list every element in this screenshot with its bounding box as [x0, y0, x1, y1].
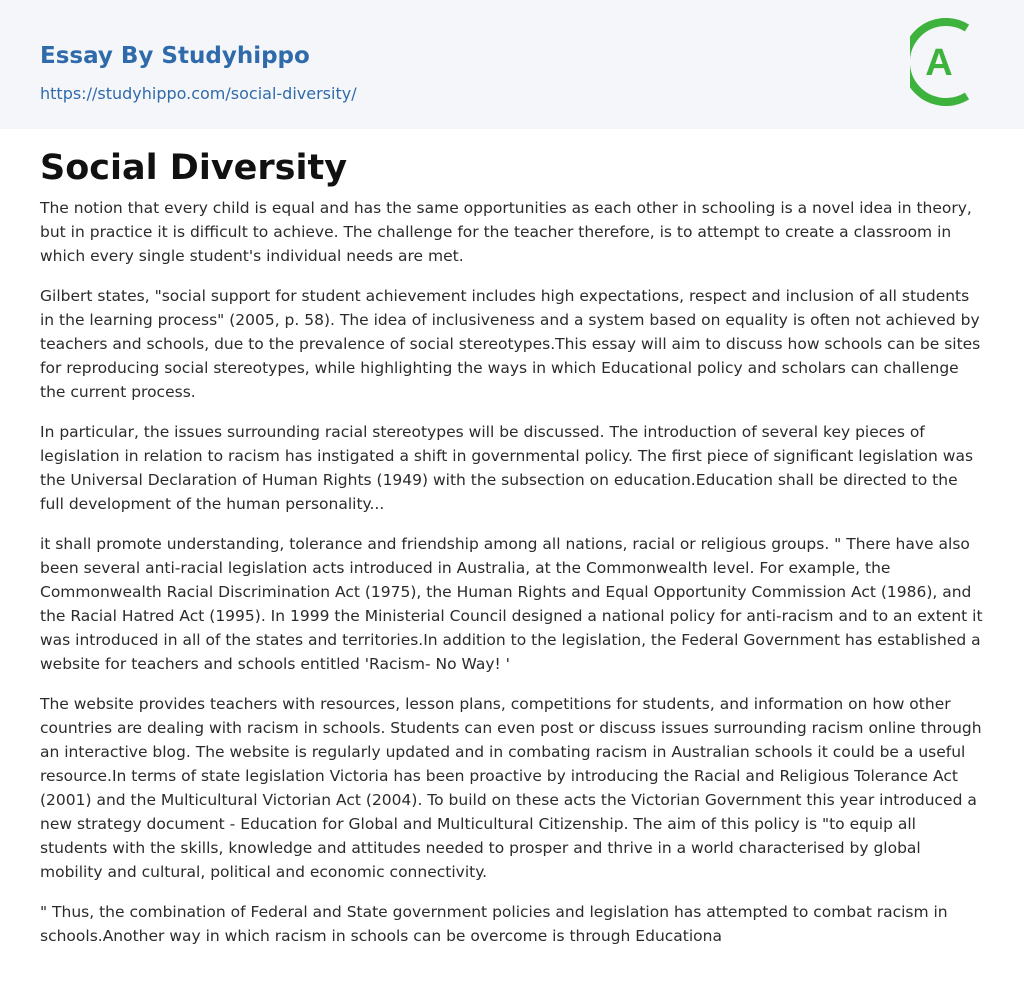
brand-title[interactable]: Essay By Studyhippo — [40, 43, 310, 69]
paragraph-3: In particular, the issues surrounding racial stereotypes will be discussed. The introduction of several key pieces of legislation in relation to racism has instigated a shift in governmental policy. The first piece of significant legislation was the Universal Declaration of Human Rights (1949) with the subsection on education.Education shall be directed to the full development of the human personality... — [40, 423, 974, 513]
studyhippo-logo-icon[interactable] — [910, 18, 988, 106]
logo-letter: A — [925, 42, 953, 84]
site-header — [0, 0, 1024, 129]
article-content — [40, 140, 984, 964]
paragraph-1: The notion that every child is equal and has the same opportunities as each other in schooling is a novel idea in theory, but in practice it is difficult to achieve. The challenge for the teacher therefore, is to attempt to create a classroom in which every single student's individual needs are met. — [40, 199, 972, 265]
page-title: Social Diversity — [40, 148, 348, 188]
paragraph-4: it shall promote understanding, tolerance and friendship among all nations, racial or religious groups. " There have also been several anti-racial legislation acts introduced in Australia, at the Commonwealth level. For example, the Commonwealth Racial Discrimination Act (1975), the Human Rights and Equal Opportunity Commission Act (1986), and the Racial Hatred Act (1995). In 1999 the Ministerial Council designed a national policy for anti-racism and to an extent it was introduced in all of the states and territories.In addition to the legislation, the Federal Government has established a website for teachers and schools entitled 'Racism- No Way! ' — [40, 535, 983, 673]
paragraph-6: " Thus, the combination of Federal and State government policies and legislation has attempted to combat racism in schools.Another way in which racism in schools can be overcome is through Educationa — [40, 903, 948, 945]
paragraph-5: The website provides teachers with resources, lesson plans, competitions for students, and information on how other countries are dealing with racism in schools. Students can even post or discuss issues surrounding racism online through an interactive blog. The website is regularly updated and in combating racism in Australian schools it could be a useful resource.In terms of state legislation Victoria has been proactive by introducing the Racial and Religious Tolerance Act (2001) and the Multicultural Victorian Act (2004). To build on these acts the Victorian Government this year introduced a new strategy document - Education for Global and Multicultural Citizenship. The aim of this policy is "to equip all students with the skills, knowledge and attitudes needed to prosper and thrive in a world characterised by global mobility and cultural, political and economic connectivity. — [40, 695, 982, 881]
source-url-link[interactable]: https://studyhippo.com/social-diversity/ — [40, 84, 357, 103]
paragraph-2: Gilbert states, "social support for student achievement includes high expectations, respect and inclusion of all students in the learning process" (2005, p. 58). The idea of inclusiveness and a system based on equality is often not achieved by teachers and schools, due to the prevalence of social stereotypes.This essay will aim to discuss how schools can be sites for reproducing social stereotypes, while highlighting the ways in which Educational policy and scholars can challenge the current process. — [40, 287, 981, 401]
